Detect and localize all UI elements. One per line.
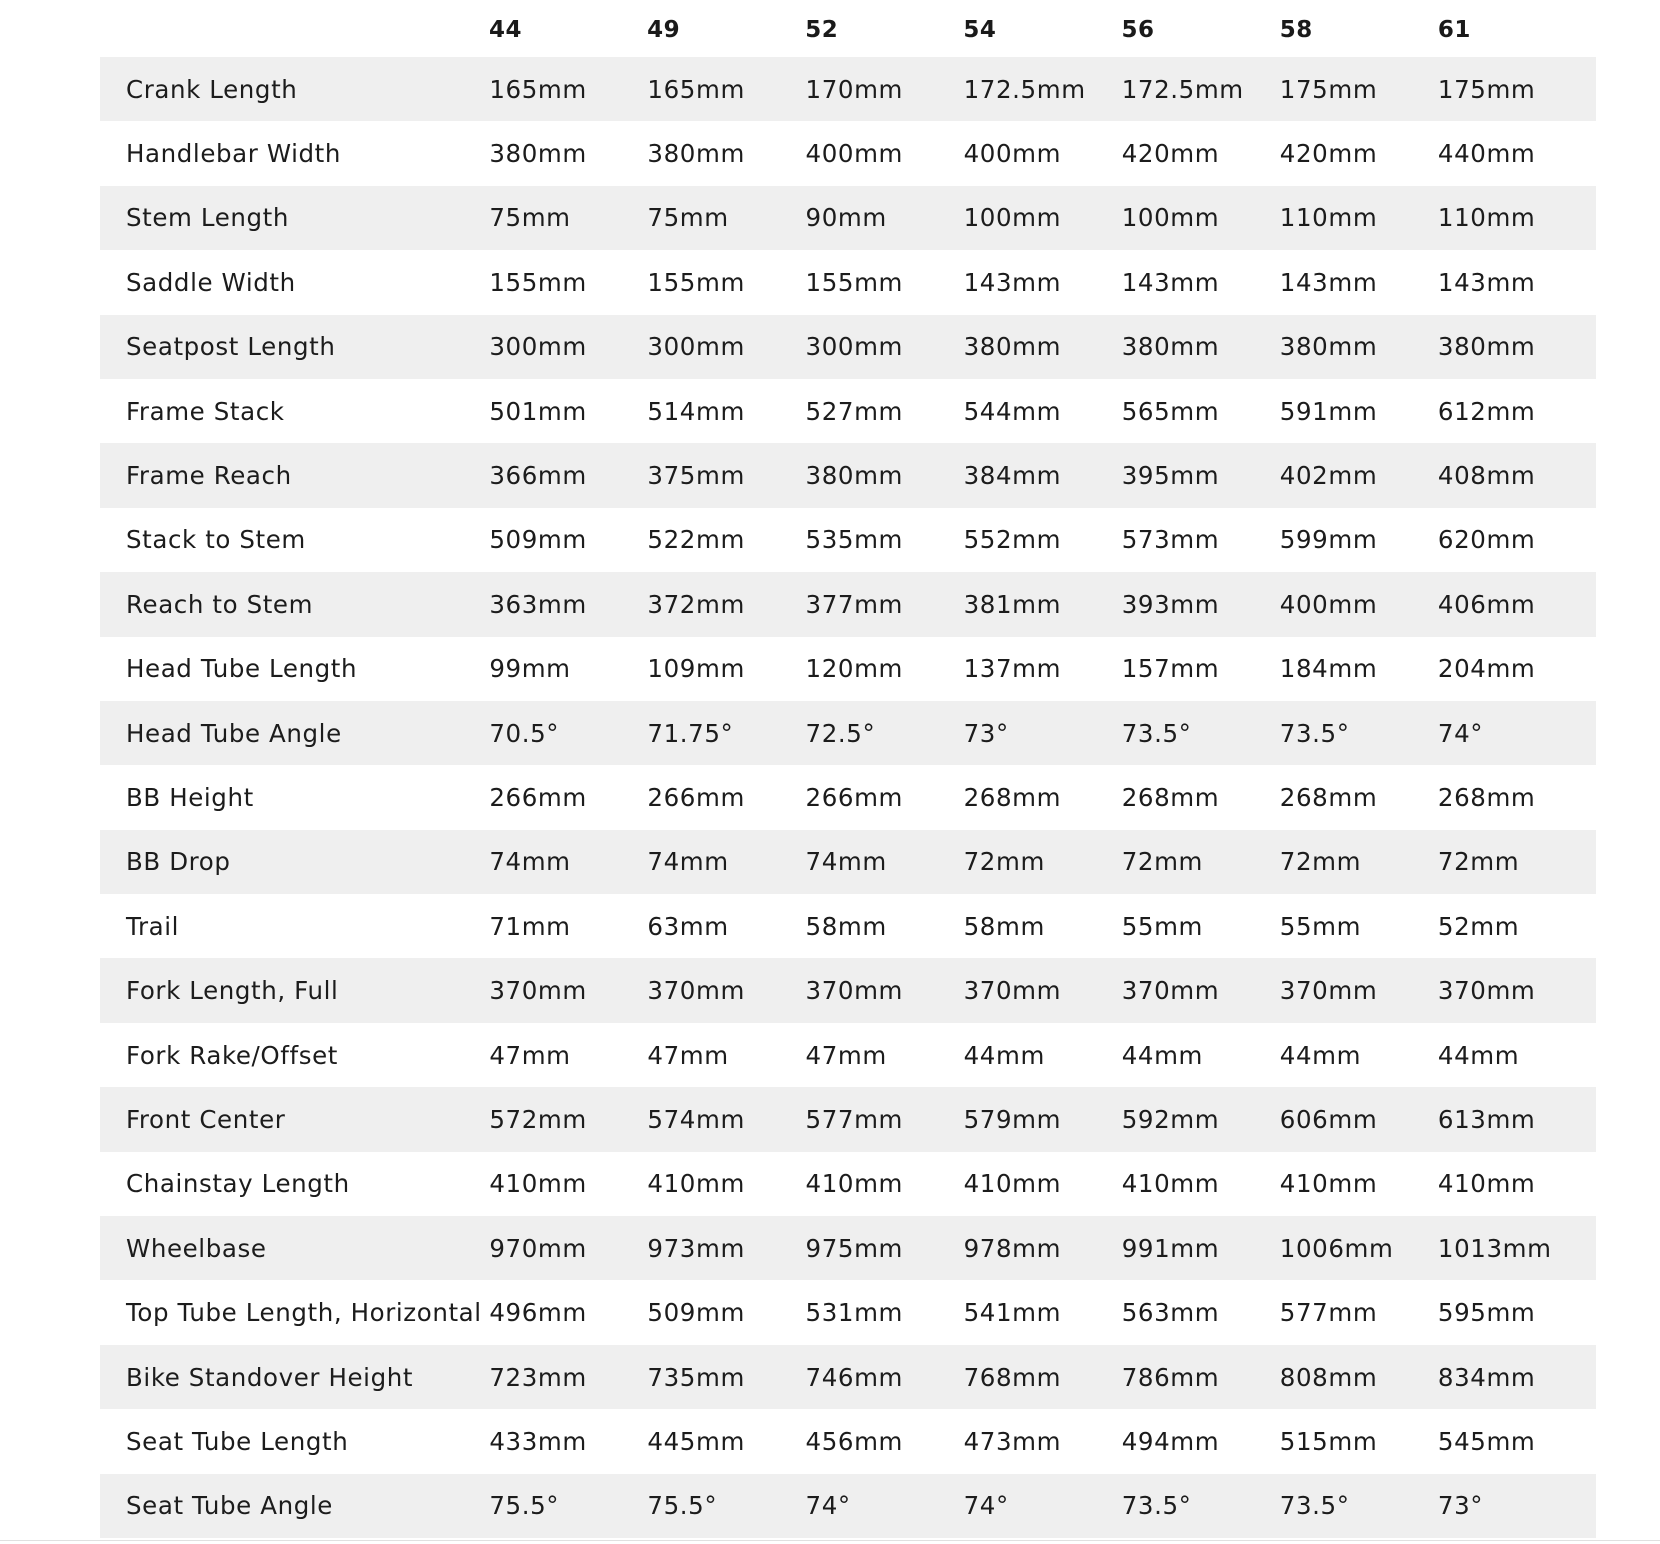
row-value-size-61: 613mm [1437,1104,1536,1134]
row-value-size-54: 410mm [963,1169,1062,1199]
row-value-size-61: 268mm [1437,782,1536,812]
row-value-size-56: 786mm [1121,1362,1220,1392]
row-value-size-54: 579mm [963,1104,1062,1134]
row-value-size-56: 268mm [1121,782,1220,812]
row-value-size-56: 157mm [1121,654,1220,684]
row-value-size-61: 72mm [1437,847,1520,877]
row-value-size-54: 44mm [963,1040,1045,1070]
row-value-size-49: 514mm [647,396,745,426]
row-value-size-54: 380mm [963,332,1062,362]
table-row [100,443,1596,507]
row-value-size-49: 735mm [647,1362,745,1392]
row-value-size-44: 70.5° [489,718,560,748]
row-value-size-44: 75.5° [489,1491,560,1521]
row-value-size-52: 155mm [805,267,904,297]
row-value-size-49: 165mm [647,74,745,104]
row-value-size-44: 433mm [489,1426,587,1456]
table-row [100,1216,1596,1280]
row-value-size-54: 74° [963,1491,1009,1521]
row-value-size-58: 380mm [1279,332,1378,362]
row-value-size-49: 71.75° [647,718,734,748]
row-value-size-49: 410mm [647,1169,745,1199]
row-value-size-44: 496mm [489,1298,587,1328]
row-label: Frame Stack [126,396,285,426]
row-value-size-58: 55mm [1279,911,1362,941]
row-value-size-49: 266mm [647,782,745,812]
row-value-size-52: 380mm [805,461,904,491]
row-value-size-52: 170mm [805,74,904,104]
row-value-size-61: 73° [1437,1491,1484,1521]
row-value-size-54: 72mm [963,847,1045,877]
row-value-size-61: 380mm [1437,332,1536,362]
row-value-size-61: 204mm [1437,654,1536,684]
row-label: Crank Length [126,74,298,104]
table-row [100,250,1596,314]
table-row [100,1023,1596,1087]
row-value-size-58: 606mm [1279,1104,1378,1134]
row-value-size-49: 155mm [647,267,745,297]
row-value-size-58: 599mm [1279,525,1378,555]
row-value-size-56: 395mm [1121,461,1220,491]
row-value-size-44: 165mm [489,74,587,104]
row-value-size-44: 155mm [489,267,587,297]
row-value-size-54: 137mm [963,654,1062,684]
row-value-size-49: 300mm [647,332,745,362]
row-value-size-61: 834mm [1437,1362,1536,1392]
row-value-size-54: 978mm [963,1233,1062,1263]
table-row [100,121,1596,185]
row-value-size-52: 47mm [805,1040,887,1070]
row-value-size-58: 73.5° [1279,718,1350,748]
row-label: Top Tube Length, Horizontal [126,1298,482,1328]
row-value-size-61: 143mm [1437,267,1536,297]
row-value-size-58: 110mm [1279,203,1378,233]
row-value-size-56: 370mm [1121,976,1220,1006]
row-label: Head Tube Angle [126,718,342,748]
row-value-size-44: 75mm [489,203,571,233]
row-value-size-44: 572mm [489,1104,587,1134]
size-header-row [100,0,1596,57]
row-value-size-52: 400mm [805,139,904,169]
table-row [100,701,1596,765]
row-value-size-52: 90mm [805,203,887,233]
row-label: Head Tube Length [126,654,358,684]
row-value-size-44: 723mm [489,1362,587,1392]
size-header-56: 56 [1121,16,1155,43]
size-header-54: 54 [963,16,997,43]
row-value-size-56: 44mm [1121,1040,1204,1070]
size-header-49: 49 [647,16,681,43]
row-label: Frame Reach [126,461,292,491]
table-row [100,637,1596,701]
row-value-size-44: 71mm [489,911,571,941]
row-value-size-56: 563mm [1121,1298,1220,1328]
row-value-size-61: 175mm [1437,74,1536,104]
row-value-size-49: 63mm [647,911,729,941]
row-value-size-49: 375mm [647,461,745,491]
row-value-size-54: 381mm [963,589,1062,619]
row-value-size-54: 544mm [963,396,1062,426]
row-value-size-56: 991mm [1121,1233,1220,1263]
row-value-size-54: 768mm [963,1362,1062,1392]
row-value-size-44: 501mm [489,396,587,426]
table-row [100,958,1596,1022]
row-value-size-56: 494mm [1121,1426,1220,1456]
row-value-size-54: 73° [963,718,1009,748]
row-value-size-58: 73.5° [1279,1491,1350,1521]
row-value-size-52: 975mm [805,1233,904,1263]
size-header-61: 61 [1437,16,1471,43]
row-value-size-49: 47mm [647,1040,729,1070]
row-value-size-44: 99mm [489,654,571,684]
row-value-size-52: 58mm [805,911,887,941]
size-header-44: 44 [488,16,522,43]
row-value-size-49: 75mm [647,203,729,233]
row-value-size-58: 175mm [1279,74,1378,104]
row-value-size-61: 620mm [1437,525,1536,555]
row-value-size-56: 410mm [1121,1169,1220,1199]
row-value-size-56: 172.5mm [1121,74,1244,104]
row-value-size-44: 363mm [489,589,587,619]
row-value-size-44: 47mm [489,1040,571,1070]
row-value-size-54: 541mm [963,1298,1062,1328]
row-value-size-56: 393mm [1121,589,1220,619]
row-value-size-44: 370mm [489,976,587,1006]
row-value-size-54: 473mm [963,1426,1062,1456]
row-value-size-56: 592mm [1121,1104,1220,1134]
row-value-size-56: 100mm [1121,203,1220,233]
row-label: Reach to Stem [126,589,314,619]
row-value-size-49: 74mm [647,847,729,877]
row-value-size-58: 370mm [1279,976,1378,1006]
row-value-size-61: 545mm [1437,1426,1536,1456]
row-value-size-52: 577mm [805,1104,904,1134]
table-row [100,1345,1596,1409]
row-value-size-58: 420mm [1279,139,1378,169]
row-label: Seat Tube Angle [126,1491,333,1521]
row-label: BB Drop [126,847,231,877]
geometry-table [100,0,1596,1538]
row-value-size-49: 522mm [647,525,745,555]
row-value-size-58: 72mm [1279,847,1362,877]
row-value-size-58: 515mm [1279,1426,1378,1456]
row-value-size-52: 410mm [805,1169,904,1199]
row-value-size-44: 366mm [489,461,587,491]
row-label: Fork Length, Full [126,976,339,1006]
row-label: Trail [126,911,180,941]
row-value-size-54: 58mm [963,911,1045,941]
row-label: Seatpost Length [126,332,336,362]
row-value-size-58: 184mm [1279,654,1378,684]
table-row [100,508,1596,572]
row-value-size-61: 110mm [1437,203,1536,233]
row-value-size-58: 808mm [1279,1362,1378,1392]
row-value-size-44: 410mm [489,1169,587,1199]
table-row [100,379,1596,443]
row-value-size-58: 410mm [1279,1169,1378,1199]
row-value-size-56: 73.5° [1121,1491,1192,1521]
row-value-size-61: 74° [1437,718,1484,748]
row-value-size-52: 527mm [805,396,904,426]
table-row [100,572,1596,636]
row-value-size-54: 143mm [963,267,1062,297]
row-value-size-49: 509mm [647,1298,745,1328]
size-header-52: 52 [805,16,839,43]
row-value-size-49: 574mm [647,1104,745,1134]
table-row [100,315,1596,379]
row-value-size-52: 120mm [805,654,904,684]
row-value-size-58: 268mm [1279,782,1378,812]
row-value-size-52: 370mm [805,976,904,1006]
row-value-size-61: 406mm [1437,589,1536,619]
row-value-size-61: 440mm [1437,139,1536,169]
row-label: Stack to Stem [126,525,306,555]
row-value-size-54: 400mm [963,139,1062,169]
table-row [100,830,1596,894]
row-value-size-58: 1006mm [1279,1233,1394,1263]
row-value-size-56: 55mm [1121,911,1204,941]
table-row [100,1409,1596,1473]
row-value-size-49: 370mm [647,976,745,1006]
table-row [100,1474,1596,1538]
row-value-size-61: 370mm [1437,976,1536,1006]
row-value-size-52: 746mm [805,1362,904,1392]
row-value-size-49: 973mm [647,1233,745,1263]
row-value-size-56: 143mm [1121,267,1220,297]
row-value-size-58: 400mm [1279,589,1378,619]
row-value-size-44: 300mm [489,332,587,362]
row-value-size-52: 531mm [805,1298,904,1328]
row-value-size-61: 408mm [1437,461,1536,491]
row-value-size-44: 380mm [489,139,587,169]
row-value-size-52: 456mm [805,1426,904,1456]
row-value-size-52: 74mm [805,847,887,877]
bottom-divider [0,1540,1660,1541]
row-value-size-61: 410mm [1437,1169,1536,1199]
row-label: Chainstay Length [126,1169,350,1199]
table-row [100,1280,1596,1344]
row-value-size-54: 100mm [963,203,1062,233]
row-value-size-61: 1013mm [1437,1233,1552,1263]
table-row [100,1087,1596,1151]
row-value-size-44: 266mm [489,782,587,812]
table-row [100,57,1596,121]
row-value-size-56: 380mm [1121,332,1220,362]
row-value-size-52: 72.5° [805,718,876,748]
row-label: Wheelbase [126,1233,267,1263]
row-value-size-61: 44mm [1437,1040,1520,1070]
row-value-size-54: 268mm [963,782,1062,812]
row-value-size-56: 73.5° [1121,718,1192,748]
row-value-size-49: 372mm [647,589,745,619]
row-label: Saddle Width [126,267,296,297]
table-row [100,765,1596,829]
size-header-58: 58 [1279,16,1313,43]
row-value-size-58: 577mm [1279,1298,1378,1328]
row-value-size-44: 970mm [489,1233,587,1263]
row-label: Seat Tube Length [126,1426,349,1456]
row-value-size-49: 445mm [647,1426,745,1456]
row-label: Fork Rake/Offset [126,1040,338,1070]
row-value-size-58: 402mm [1279,461,1378,491]
row-label: Bike Standover Height [126,1362,414,1392]
table-row [100,186,1596,250]
row-value-size-58: 143mm [1279,267,1378,297]
row-label: Front Center [126,1104,286,1134]
row-value-size-52: 266mm [805,782,904,812]
row-label: Handlebar Width [126,139,342,169]
row-value-size-58: 44mm [1279,1040,1362,1070]
table-row [100,1152,1596,1216]
row-value-size-52: 74° [805,1491,851,1521]
row-value-size-54: 552mm [963,525,1062,555]
row-value-size-56: 420mm [1121,139,1220,169]
row-value-size-52: 377mm [805,589,904,619]
row-value-size-56: 573mm [1121,525,1220,555]
table-body [100,57,1596,1538]
row-value-size-44: 74mm [489,847,571,877]
row-value-size-54: 172.5mm [963,74,1086,104]
row-value-size-54: 384mm [963,461,1062,491]
table-row [100,894,1596,958]
row-value-size-49: 109mm [647,654,745,684]
row-value-size-56: 72mm [1121,847,1204,877]
row-value-size-61: 612mm [1437,396,1536,426]
row-value-size-49: 380mm [647,139,745,169]
row-value-size-52: 300mm [805,332,904,362]
row-value-size-61: 52mm [1437,911,1520,941]
row-value-size-56: 565mm [1121,396,1220,426]
row-value-size-58: 591mm [1279,396,1378,426]
row-value-size-52: 535mm [805,525,904,555]
row-value-size-54: 370mm [963,976,1062,1006]
row-value-size-61: 595mm [1437,1298,1536,1328]
row-value-size-49: 75.5° [647,1491,718,1521]
row-value-size-44: 509mm [489,525,587,555]
row-label: BB Height [126,782,254,812]
row-label: Stem Length [126,203,289,233]
